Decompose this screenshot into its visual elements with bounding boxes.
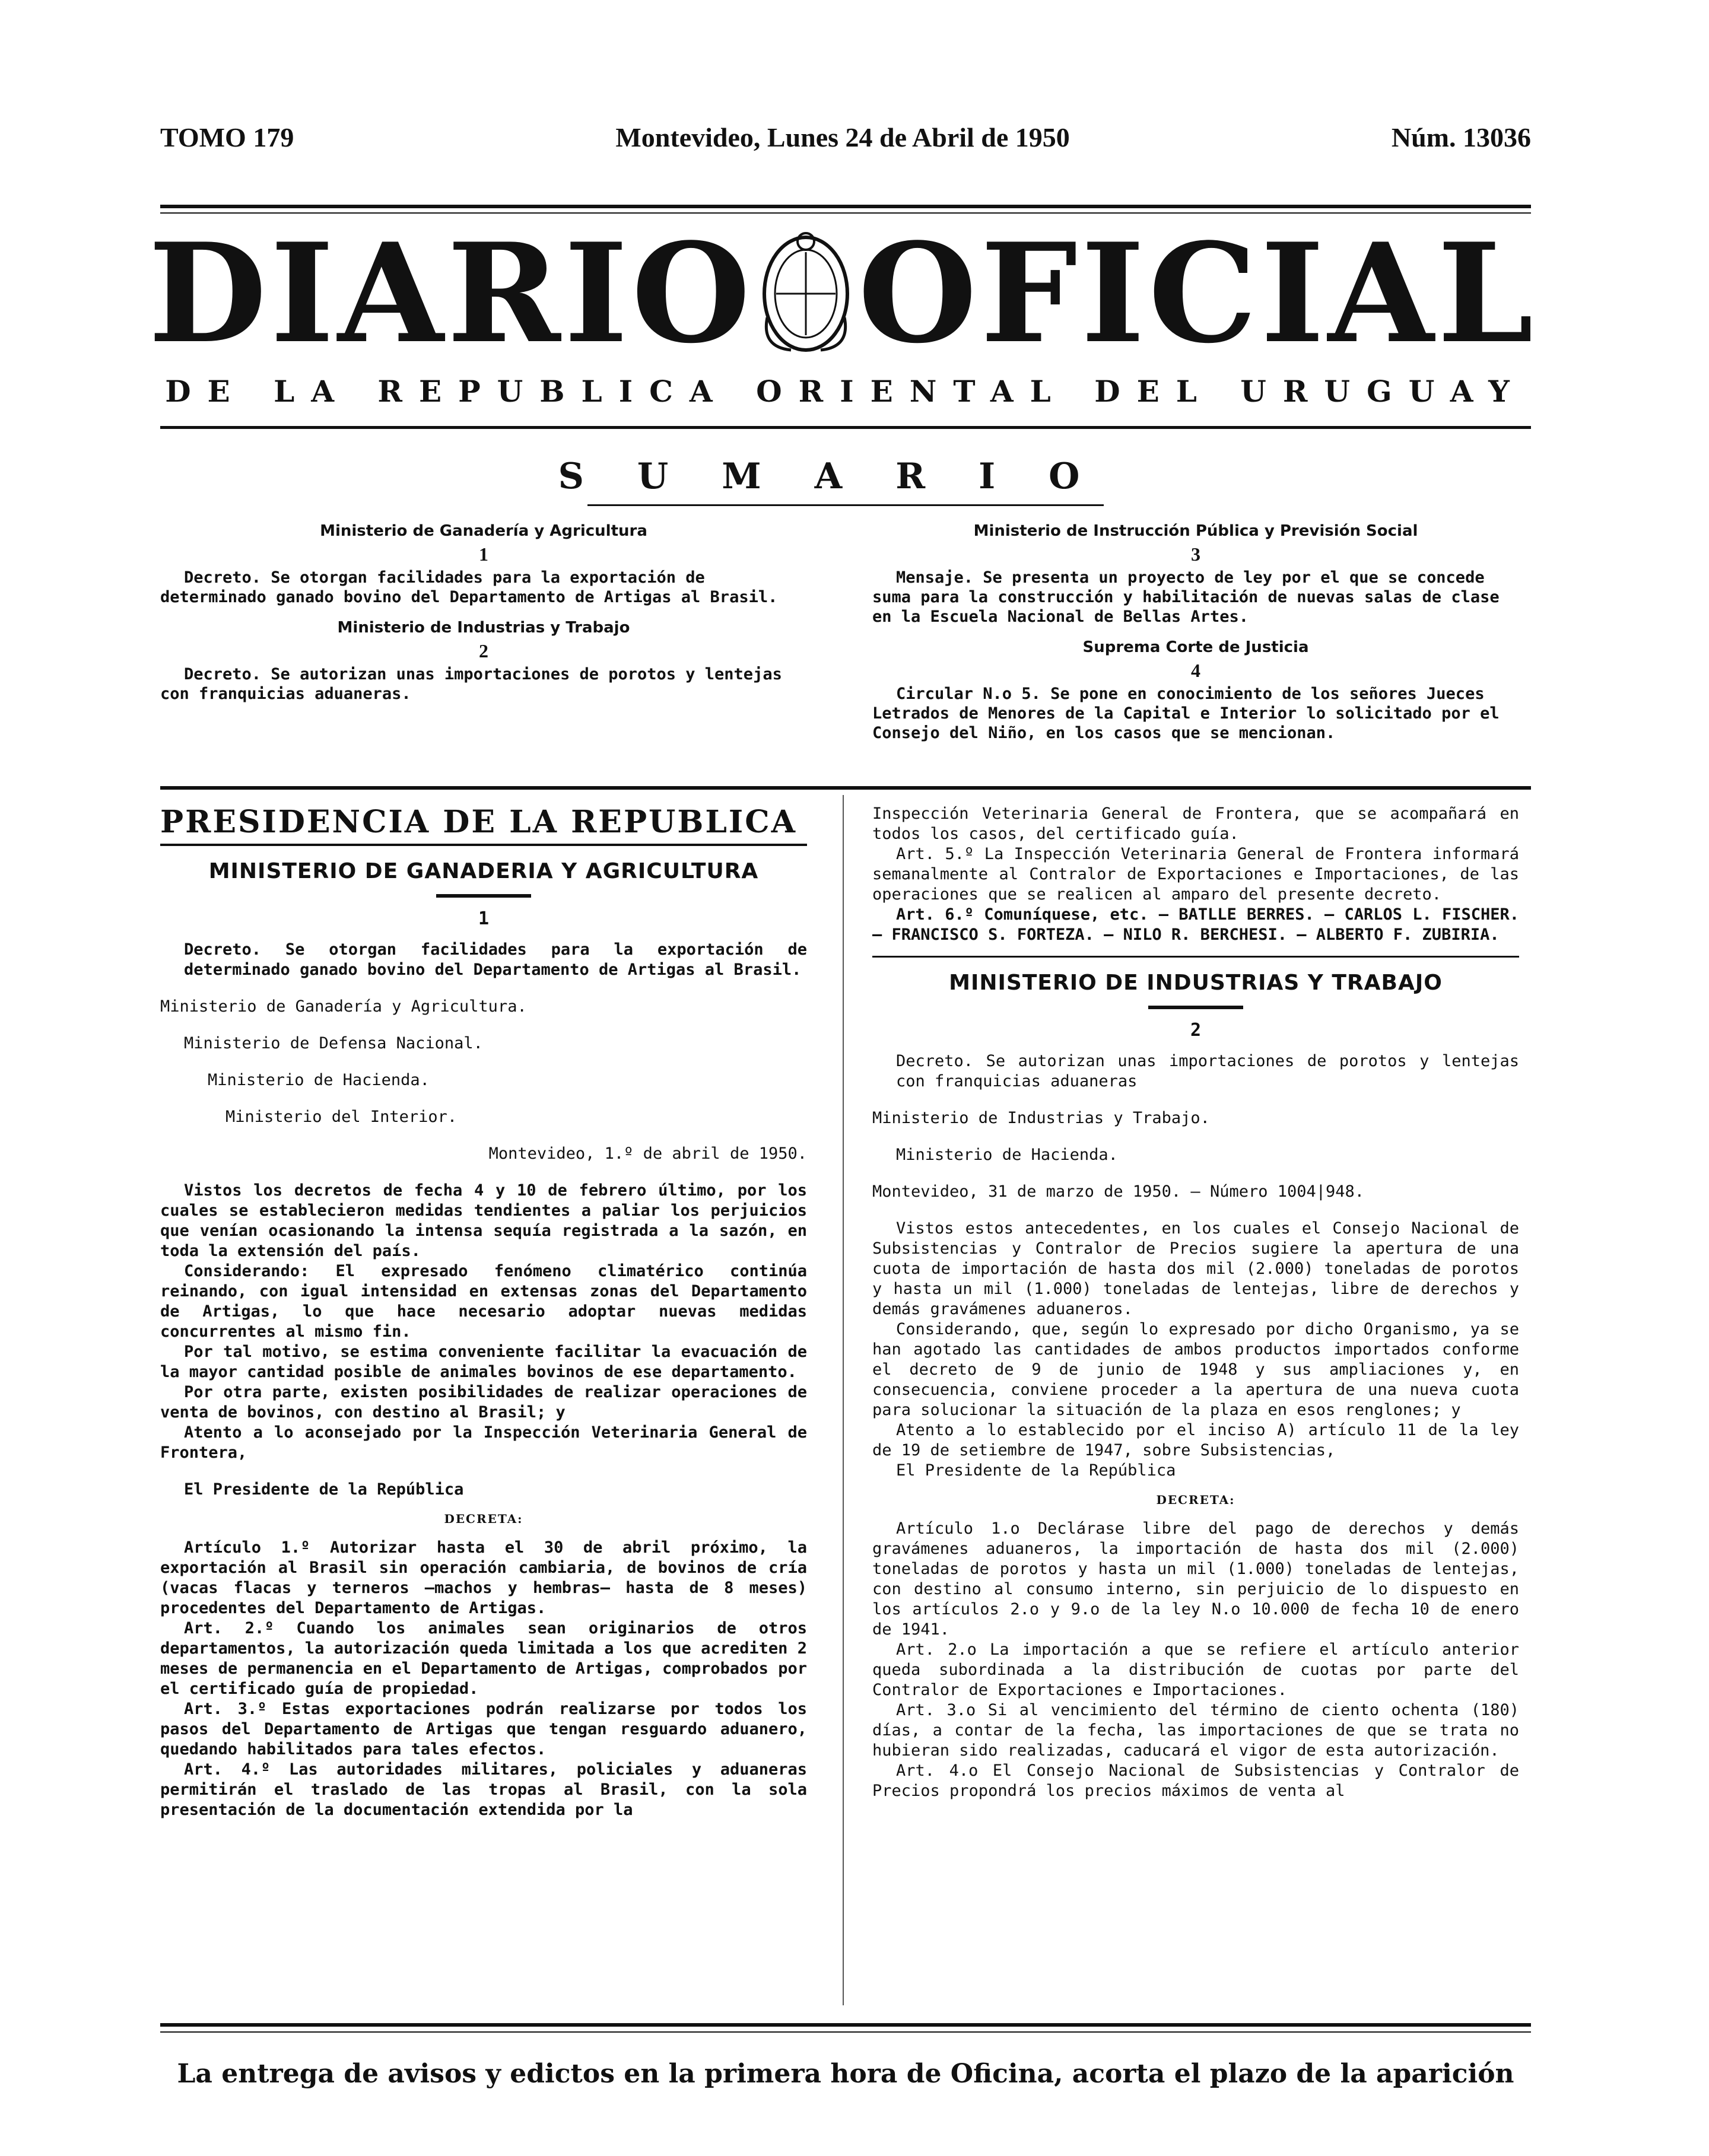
president-line: El Presidente de la República	[184, 1480, 464, 1499]
paragraph: Por otra parte, existen posibilidades de realizar operaciones de venta de bovinos, con destino al Brasil; y	[160, 1383, 807, 1422]
paragraph: Considerando: El expresado fenómeno climatérico continúa reinando, con igual intensidad en extensas zonas del Departamento de Artigas, lo que hace necesario adoptar nuevas medidas concurrentes al mismo fin.	[160, 1262, 807, 1341]
paragraph: Considerando, que, según lo expresado por dicho Organismo, ya se han agotado las cantidades de ambos productos importados conforme el decreto de 9 de junio de 1948 y sus ampliaciones y, en consecuencia, conviene proceder a la apertura de una nueva cuota para solucionar la situación de la plaza en esos renglones; y	[872, 1320, 1519, 1419]
signer: Ministerio del Interior.	[225, 1108, 458, 1126]
tomo-label: TOMO 179	[160, 122, 294, 152]
article: Art. 4.º Las autoridades militares, policiales y aduaneras permitirán el traslado de las tropas al Brasil, con la sola presentación de la documentación extendida por la	[160, 1760, 807, 1819]
signer: Ministerio de Ganadería y Agricultura.	[160, 997, 527, 1016]
footer-rule-thin	[160, 2031, 1531, 2033]
short-rule	[1148, 1006, 1243, 1009]
masthead	[148, 214, 1537, 374]
top-rule	[160, 205, 1531, 208]
signer: Ministerio de Defensa Nacional.	[184, 1034, 483, 1052]
sumario-right	[872, 516, 1519, 755]
continuation-text: Inspección Veterinaria General de Frontera, que se acompañará en todos los casos, del certificado guía.	[872, 804, 1519, 843]
masthead-subtitle: DE LA REPUBLICA ORIENTAL DEL URUGUAY	[165, 374, 1526, 409]
masthead-oficial: OFICIAL	[857, 214, 1537, 374]
sumario-number: 1	[479, 543, 488, 565]
sumario-title: SUMARIO	[558, 456, 1133, 497]
decreta-label: DECRETA:	[444, 1512, 523, 1526]
paragraph: Vistos estos antecedentes, en los cuales el Consejo Nacional de Subsistencias y Contralor de Precios sugiere la apertura de una cuota de importación de hasta dos mil (2.000) toneladas de porotos y hasta un mil (1.000) toneladas de lentejas, libre de derechos y demás gravámenes aduaneros.	[872, 1219, 1519, 1318]
president-line: El Presidente de la República	[896, 1461, 1176, 1480]
sumario-ministry: Ministerio de Ganadería y Agricultura	[320, 522, 647, 540]
article: Art. 3.o Si al vencimiento del término de ciento ochenta (180) días, a contar de la fecha, las importaciones de que se trata no hubieran sido realizadas, caducará el vigor de esta autorización.	[872, 1701, 1519, 1760]
signatures: Art. 6.º Comuníquese, etc. — BATLLE BERRES. — CARLOS L. FISCHER. — FRANCISCO S. FORTEZA. — NILO R. BERCHESI. — ALBERTO F. ZUBIRIA.	[872, 905, 1519, 944]
item-number: 2	[1190, 1020, 1202, 1041]
sumario-entry: Mensaje. Se presenta un proyecto de ley por el que se concede suma para la construcción y habilitación de nuevas salas de clase en la Escuela Nacional de Bellas Artes.	[872, 568, 1500, 626]
footer-rule	[160, 2023, 1531, 2027]
paragraph: Atento a lo establecido por el inciso A) artículo 11 de la ley de 19 de setiembre de 1947, sobre Subsistencias,	[872, 1421, 1519, 1459]
ministry-heading: MINISTERIO DE GANADERIA Y AGRICULTURA	[208, 859, 759, 883]
decreta-label: DECRETA:	[1156, 1493, 1235, 1507]
paragraph: Atento a lo aconsejado por la Inspección Veterinaria General de Frontera,	[160, 1423, 807, 1462]
signer: Ministerio de Industrias y Trabajo.	[872, 1109, 1210, 1127]
paragraph: Por tal motivo, se estima conveniente facilitar la evacuación de la mayor cantidad posible de animales bovinos de ese departamento.	[160, 1343, 807, 1381]
masthead-diario: DIARIO	[148, 214, 754, 374]
footer-notice: La entrega de avisos y edictos en la primera hora de Oficina, acorta el plazo de la aparición	[177, 2059, 1514, 2089]
article: Art. 5.º La Inspección Veterinaria General de Frontera informará semanalmente al Contralor de Exportaciones e Importaciones, de las operaciones que se realicen al amparo del presente decreto.	[872, 845, 1519, 904]
sumario-number: 4	[1191, 660, 1200, 681]
signer: Ministerio de Hacienda.	[896, 1146, 1118, 1164]
issue-number: Núm. 13036	[1391, 122, 1531, 152]
sumario-left	[160, 516, 807, 716]
article: Artículo 1.o Declárase libre del pago de derechos y demás gravámenes aduaneros, la importación de hasta dos mil (2.000) toneladas de porotos y hasta un mil (1.000) toneladas de lentejas, con destino al consumo interno, sin perjuicio de lo dispuesto en los artículos 2.o y 9.o de la ley N.o 10.000 de fecha 10 de enero de 1941.	[872, 1519, 1519, 1639]
section-heading: PRESIDENCIA DE LA REPUBLICA	[160, 804, 807, 846]
decree-summary: Decreto. Se otorgan facilidades para la exportación de determinado ganado bovino del Departamento de Artigas al Brasil.	[184, 940, 807, 979]
paragraph: Vistos los decretos de fecha 4 y 10 de febrero último, por los cuales se establecieron medidas tendientes a paliar los perjuicios que venían ocasionando la intensa sequía registrada a la sazón, en toda la extensión del país.	[160, 1181, 807, 1260]
subtitle-rule	[160, 426, 1531, 429]
article: Artículo 1.º Autorizar hasta el 30 de abril próximo, la exportación al Brasil sin operación cambiaria, de bovinos de cría (vacas flacas y terneros —machos y hembras— hasta de 8 meses) procedentes del Departamento de Artigas.	[160, 1538, 807, 1617]
sumario-ministry: Suprema Corte de Justicia	[1082, 638, 1309, 656]
sumario-entry: Circular N.o 5. Se pone en conocimiento de los señores Jueces Letrados de Menores de la Capital e Interior lo solicitado por el Consejo del Niño, en los casos que se mencionan.	[872, 685, 1500, 742]
coat-of-arms-icon	[754, 225, 858, 362]
column-divider	[843, 795, 844, 2005]
sumario-rule	[587, 504, 1104, 506]
sumario-ministry: Ministerio de Instrucción Pública y Previsión Social	[973, 522, 1418, 540]
right-column	[872, 804, 1519, 1801]
dateline: Montevideo, 31 de marzo de 1950. — Número 1004|948.	[872, 1182, 1365, 1201]
sumario-ministry: Ministerio de Industrias y Trabajo	[337, 619, 630, 637]
ministry-heading: MINISTERIO DE INDUSTRIAS Y TRABAJO	[949, 971, 1443, 995]
sumario-entry: Decreto. Se otorgan facilidades para la exportación de determinado ganado bovino del Departamento de Artigas al Brasil.	[160, 568, 778, 606]
article: Art. 2.o La importación a que se refiere el artículo anterior queda subordinada a la distribución de cuotas por parte del Contralor de Exportaciones e Importaciones.	[872, 1640, 1519, 1699]
issue-date: Montevideo, Lunes 24 de Abril de 1950	[615, 122, 1070, 152]
dateline: Montevideo, 1.º de abril de 1950.	[488, 1144, 807, 1163]
signer: Ministerio de Hacienda.	[208, 1071, 430, 1089]
article: Art. 3.º Estas exportaciones podrán realizarse por todos los pasos del Departamento de Artigas que tengan resguardo aduanero, quedando habilitados para tales efectos.	[160, 1700, 807, 1758]
sumario-entry: Decreto. Se autorizan unas importaciones de porotos y lentejas con franquicias aduaneras.	[160, 665, 782, 703]
sumario-number: 2	[479, 640, 488, 662]
sumario-bottom-rule	[160, 786, 1531, 790]
section-rule	[872, 956, 1519, 958]
item-number: 1	[478, 908, 490, 929]
issue-header	[160, 122, 1531, 153]
sumario-number: 3	[1191, 543, 1200, 565]
article: Art. 2.º Cuando los animales sean originarios de otros departamentos, la autorización queda limitada a los que acrediten 2 meses de permanencia en el Departamento de Artigas, comprobados por el certificado guía de propiedad.	[160, 1619, 807, 1698]
article: Art. 4.o El Consejo Nacional de Subsistencias y Contralor de Precios propondrá los precios máximos de venta al	[872, 1761, 1519, 1800]
left-column	[160, 804, 807, 1820]
decree-summary: Decreto. Se autorizan unas importaciones de porotos y lentejas con franquicias aduaneras	[896, 1052, 1519, 1090]
short-rule	[436, 894, 531, 898]
